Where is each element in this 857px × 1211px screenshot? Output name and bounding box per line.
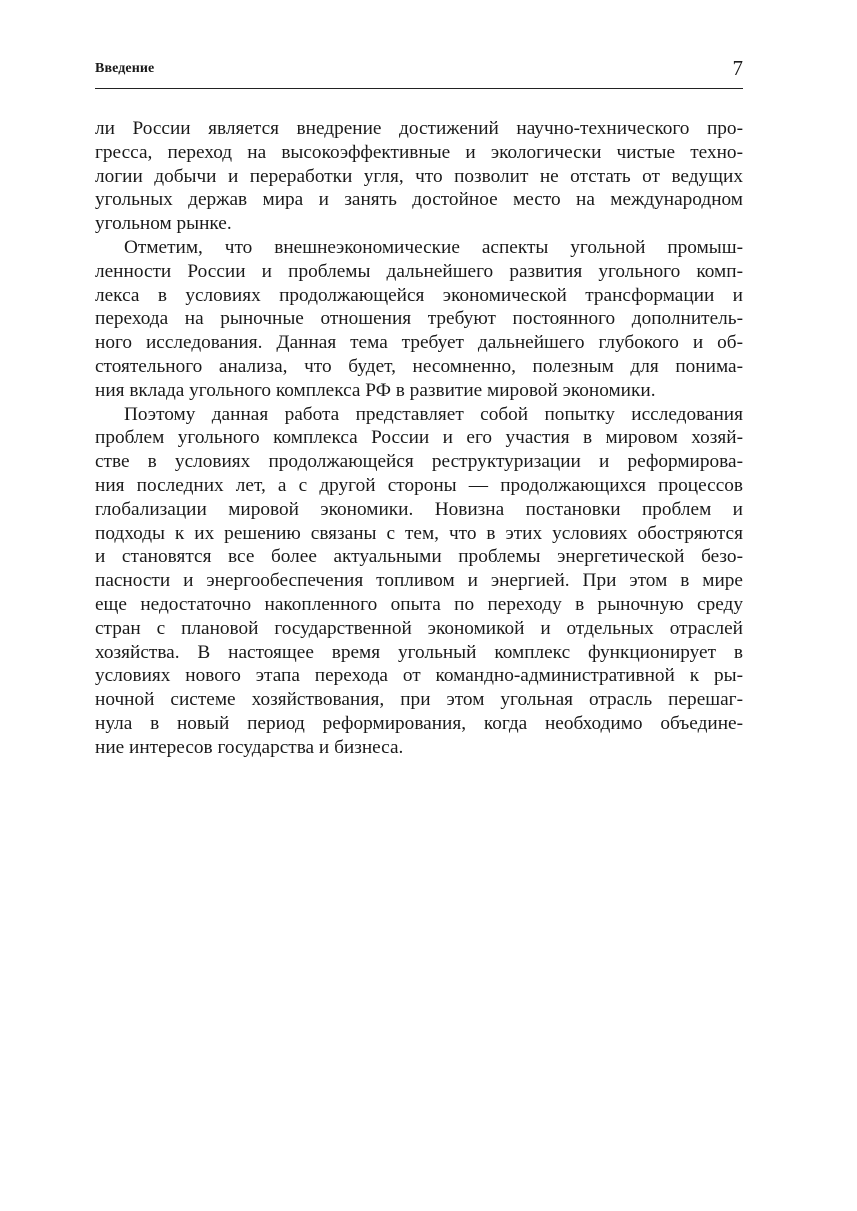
text-line: пасности и энергообеспечения топливом и энергией. При этом в мире [95, 570, 743, 592]
section-title: Введение [95, 61, 155, 76]
text-line: условиях нового этапа перехода от командно-административной к ры- [95, 665, 743, 687]
text-line: ния вклада угольного комплекса РФ в развитие мировой экономики. [95, 379, 656, 401]
text-line: стран с плановой государственной экономикой и отдельных отраслей [95, 617, 743, 639]
text-line: перехода на рыночные отношения требуют постоянного дополнитель- [95, 308, 743, 330]
text-line: ния последних лет, а с другой стороны — продолжающихся процессов [95, 474, 743, 496]
text-line: хозяйства. В настоящее время угольный комплекс функционирует в [95, 641, 743, 663]
text-line: угольном рынке. [95, 213, 232, 235]
text-line: подходы к их решению связаны с тем, что в этих условиях обостряются [95, 522, 743, 544]
text-line: угольных держав мира и занять достойное место на международном [95, 189, 743, 211]
text-line: Поэтому данная работа представляет собой попытку исследования [124, 403, 743, 425]
paragraph-continuation [95, 117, 743, 236]
text-line: логии добычи и переработки угля, что позволит не отстать от ведущих [95, 165, 743, 187]
text-line: стве в условиях продолжающейся реструктуризации и реформирова- [95, 451, 743, 473]
text-line: Отметим, что внешнеэкономические аспекты угольной промыш- [124, 236, 743, 258]
text-line: ли России является внедрение достижений научно-технического про- [95, 118, 743, 139]
text-line: ного исследования. Данная тема требует дальнейшего глубокого и об- [95, 332, 743, 354]
text-line: стоятельного анализа, что будет, несомненно, полезным для понима- [95, 355, 743, 377]
running-header [95, 58, 743, 89]
paragraph-aspects [95, 236, 743, 403]
text-line: ночной системе хозяйствования, при этом угольная отрасль перешаг- [95, 689, 743, 711]
page-number: 7 [732, 56, 743, 80]
text-line: еще недостаточно накопленного опыта по переходу в рыночную среду [95, 593, 743, 615]
body-text [95, 117, 743, 760]
text-line: проблем угольного комплекса России и его участия в мировом хозяй- [95, 427, 743, 449]
text-line: и становятся все более актуальными проблемы энергетической безо- [95, 546, 743, 568]
text-line: нула в новый период реформирования, когда необходимо объедине- [95, 712, 743, 734]
paragraph-research-goal [95, 403, 743, 760]
text-line: ние интересов государства и бизнеса. [95, 736, 404, 758]
text-line: лекса в условиях продолжающейся экономической трансформации и [95, 284, 743, 306]
text-line: ленности России и проблемы дальнейшего развития угольного комп- [95, 260, 743, 282]
text-line: глобализации мировой экономики. Новизна постановки проблем и [95, 498, 743, 520]
text-line: гресса, переход на высокоэффективные и экологически чистые техно- [95, 141, 743, 163]
